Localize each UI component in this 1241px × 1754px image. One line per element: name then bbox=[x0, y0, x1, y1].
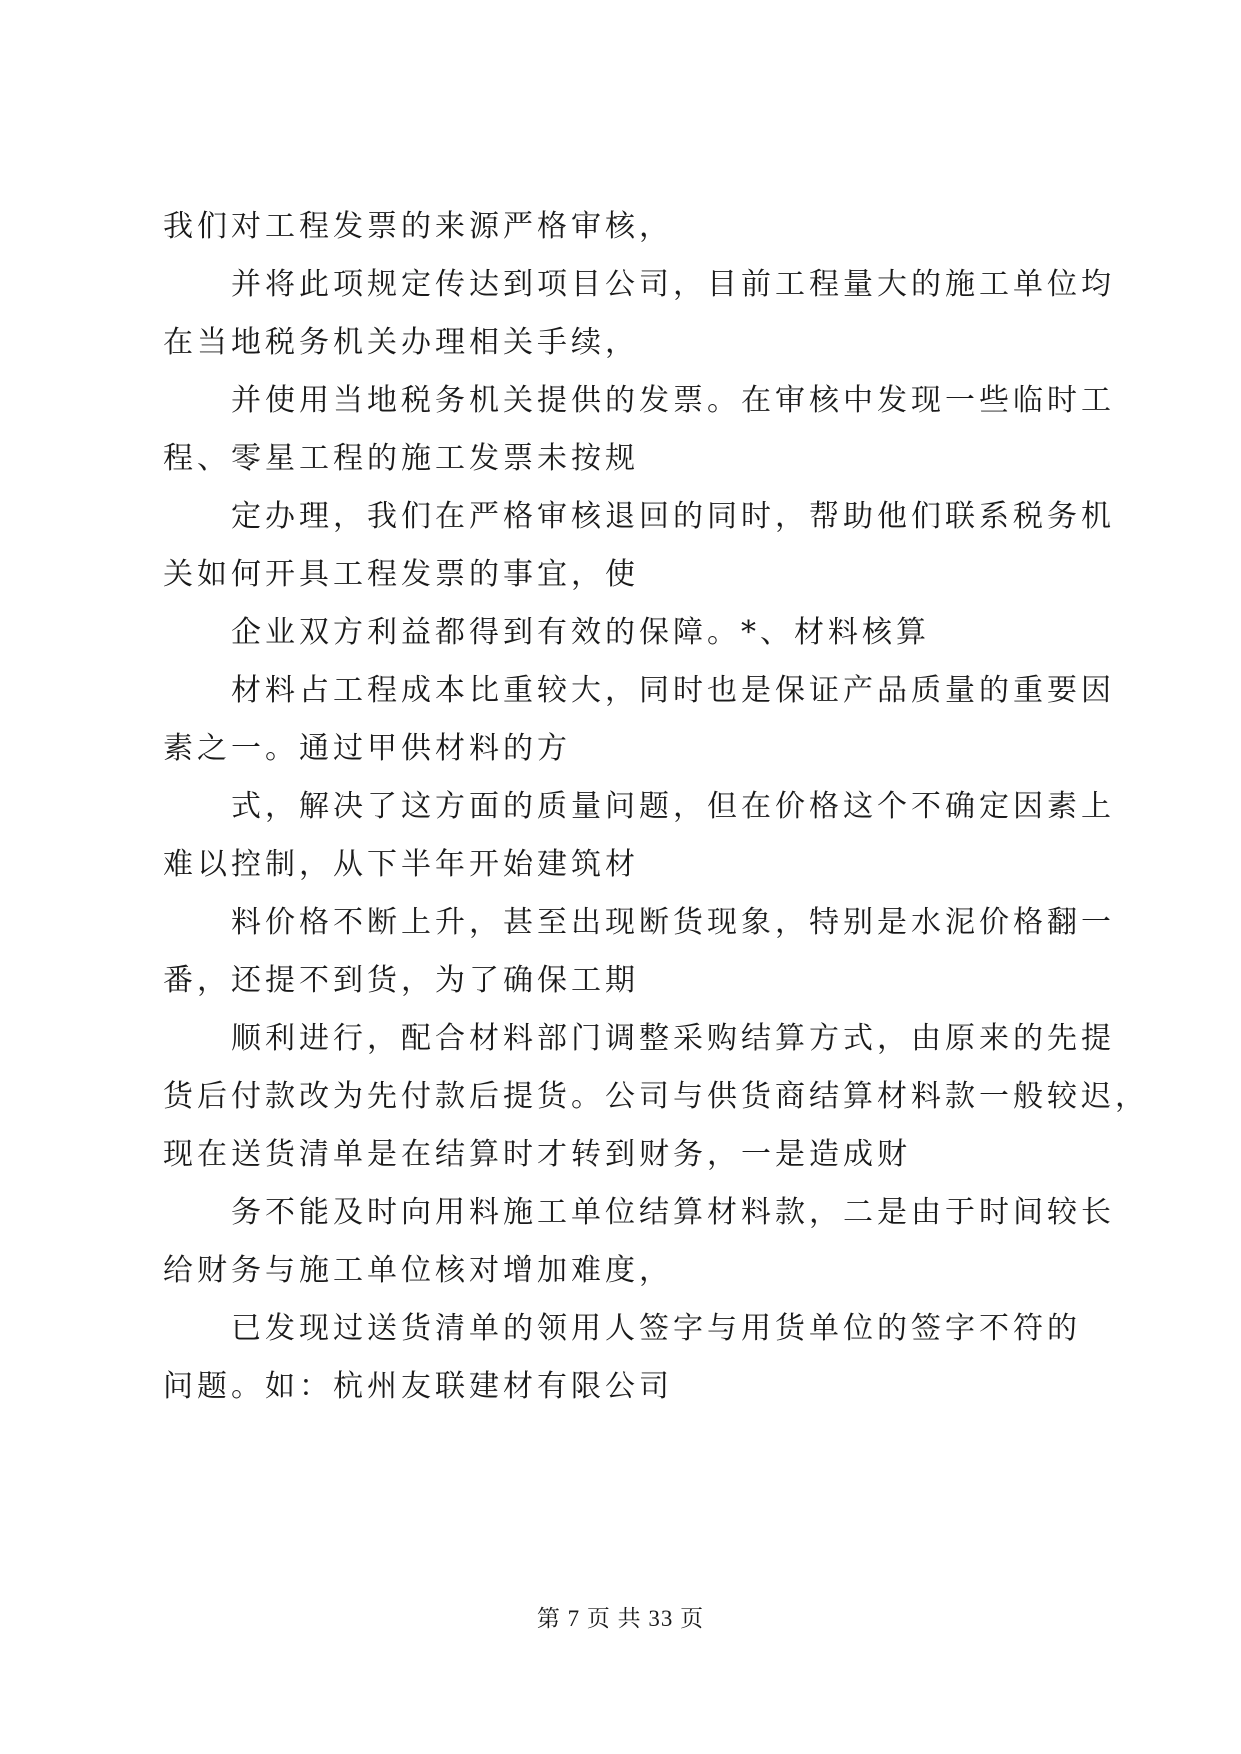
text-line: 式，解决了这方面的质量问题，但在价格这个不确定因素上 bbox=[231, 789, 1115, 824]
text-line: 已发现过送货清单的领用人签字与用货单位的签字不符的 bbox=[231, 1311, 1081, 1346]
text-line: 素之一。通过甲供材料的方 bbox=[163, 731, 571, 766]
text-line: 货后付款改为先付款后提货。公司与供货商结算材料款一般较迟， bbox=[163, 1079, 1149, 1114]
text-line: 务不能及时向用料施工单位结算材料款，二是由于时间较长 bbox=[231, 1195, 1115, 1230]
body-text bbox=[163, 198, 1149, 1416]
text-line: 定办理，我们在严格审核退回的同时，帮助他们联系税务机 bbox=[231, 499, 1115, 534]
text-line: 顺利进行，配合材料部门调整采购结算方式，由原来的先提 bbox=[231, 1021, 1115, 1056]
text-line: 在当地税务机关办理相关手续， bbox=[163, 325, 639, 360]
text-line: 并将此项规定传达到项目公司，目前工程量大的施工单位均 bbox=[231, 267, 1115, 302]
text-line: 给财务与施工单位核对增加难度， bbox=[163, 1253, 673, 1288]
text-line: 现在送货清单是在结算时才转到财务，一是造成财 bbox=[163, 1137, 911, 1172]
text-line: 难以控制，从下半年开始建筑材 bbox=[163, 847, 639, 882]
text-line: 企业双方利益都得到有效的保障。*、材料核算 bbox=[231, 615, 930, 650]
text-line: 料价格不断上升，甚至出现断货现象，特别是水泥价格翻一 bbox=[231, 905, 1115, 940]
page-number-footer: 第 7 页 共 33 页 bbox=[536, 1606, 705, 1631]
text-line: 并使用当地税务机关提供的发票。在审核中发现一些临时工 bbox=[231, 383, 1115, 418]
text-line: 关如何开具工程发票的事宜，使 bbox=[163, 557, 639, 592]
text-line: 我们对工程发票的来源严格审核， bbox=[163, 209, 673, 244]
text-line: 问题。如：杭州友联建材有限公司 bbox=[163, 1369, 673, 1404]
text-line: 材料占工程成本比重较大，同时也是保证产品质量的重要因 bbox=[231, 673, 1115, 708]
text-line: 番，还提不到货，为了确保工期 bbox=[163, 963, 639, 998]
text-line: 程、零星工程的施工发票未按规 bbox=[163, 441, 639, 476]
